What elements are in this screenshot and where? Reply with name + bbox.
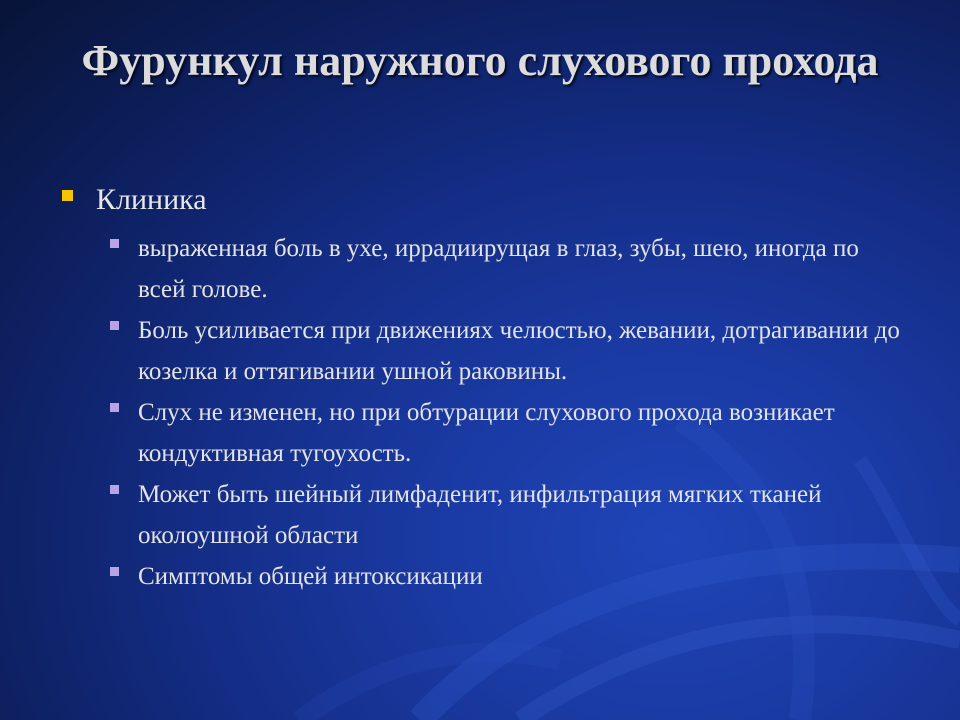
square-bullet-icon xyxy=(110,239,119,248)
slide-title: Фурункул наружного слухового прохода xyxy=(81,36,879,85)
bullet-list xyxy=(108,228,908,597)
square-bullet-icon xyxy=(110,403,119,412)
square-bullet-icon xyxy=(110,485,119,494)
list-item xyxy=(108,474,908,556)
list-item-text: выраженная боль в ухе, иррадиирущая в глаз, зубы, шею, иногда по всей голове. xyxy=(138,235,859,303)
section-heading xyxy=(60,180,920,220)
list-item-text: Может быть шейный лимфаденит, инфильтрация мягких тканей околоушной области xyxy=(138,481,822,549)
square-bullet-icon xyxy=(62,190,73,201)
list-item xyxy=(108,310,908,392)
list-item xyxy=(108,228,908,310)
list-item xyxy=(108,392,908,474)
section-label: Клиника xyxy=(96,183,207,216)
square-bullet-icon xyxy=(110,321,119,330)
list-item xyxy=(108,556,908,597)
bullet-level1 xyxy=(60,180,920,220)
list-item-text: Боль усиливается при движениях челюстью, жевании, дотрагивании до козелка и оттягивании ушной раковины. xyxy=(138,317,900,385)
list-item-text: Симптомы общей интоксикации xyxy=(138,563,483,590)
square-bullet-icon xyxy=(110,567,119,576)
list-item-text: Слух не изменен, но при обтурации слухового прохода возникает кондуктивная тугоухость. xyxy=(138,399,835,467)
